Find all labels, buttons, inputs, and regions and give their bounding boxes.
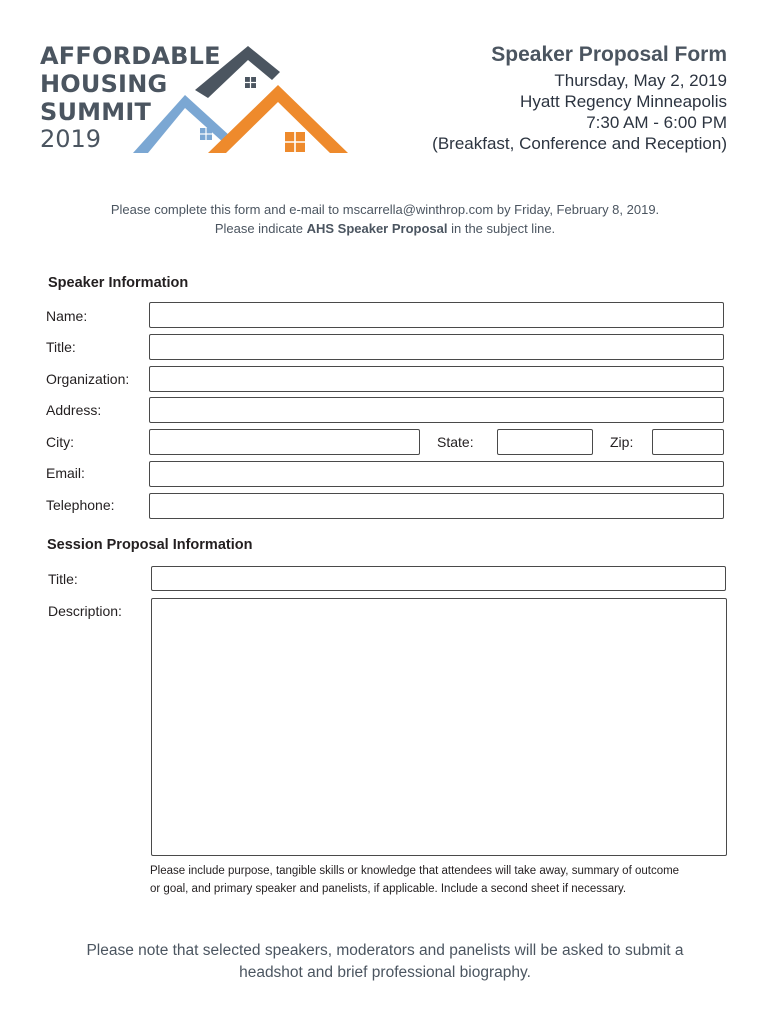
organization-input[interactable] — [149, 366, 724, 392]
event-header — [432, 42, 727, 154]
footer-note — [0, 940, 770, 984]
logo-houses-icon — [130, 40, 355, 160]
help-note-line-1: Please include purpose, tangible skills or knowledge that attendees will take away, summary of outcome — [150, 865, 680, 877]
city-input[interactable] — [149, 429, 420, 455]
intro-line-2-pre: Please indicate — [214, 221, 307, 236]
form-title: Speaker Proposal Form — [491, 43, 727, 66]
help-note-line-2: or goal, and primary speaker and panelists, if applicable. Include a second sheet if necessary. — [150, 883, 627, 895]
footer-line-1: Please note that selected speakers, moderators and panelists will be asked to submit a — [86, 942, 684, 959]
description-label: Description: — [48, 603, 122, 619]
zip-label: Zip: — [610, 434, 634, 450]
intro-instructions — [0, 200, 770, 238]
speaker-title-label: Title: — [46, 339, 76, 355]
city-label: City: — [46, 434, 74, 450]
session-title-input[interactable] — [151, 566, 726, 591]
email-label: Email: — [46, 465, 85, 481]
intro-line-2 — [0, 219, 770, 238]
footer-line-2: headshot and brief professional biography. — [239, 964, 531, 981]
telephone-label: Telephone: — [46, 497, 115, 513]
subject-line-keyword: AHS Speaker Proposal — [306, 221, 448, 236]
logo-orange-roof — [208, 85, 348, 153]
logo-dark-roof — [195, 46, 280, 98]
logo-blue-roof — [133, 95, 230, 153]
address-label: Address: — [46, 402, 102, 418]
description-textarea[interactable] — [151, 598, 727, 856]
email-input[interactable] — [149, 461, 724, 487]
logo-line-housing: HOUSING — [40, 70, 168, 98]
event-venue: Hyatt Regency Minneapolis — [520, 92, 727, 111]
event-time: 7:30 AM - 6:00 PM — [586, 113, 727, 132]
logo-line-summit: SUMMIT — [40, 98, 152, 126]
name-label: Name: — [46, 308, 88, 324]
name-input[interactable] — [149, 302, 724, 328]
event-date: Thursday, May 2, 2019 — [554, 71, 727, 90]
speaker-title-input[interactable] — [149, 334, 724, 360]
session-title-label: Title: — [48, 571, 78, 587]
intro-line-2-post: in the subject line. — [447, 221, 556, 236]
zip-input[interactable] — [652, 429, 724, 455]
state-input[interactable] — [497, 429, 593, 455]
speaker-section-title: Speaker Information — [48, 275, 189, 291]
telephone-input[interactable] — [149, 493, 724, 519]
address-input[interactable] — [149, 397, 724, 423]
state-label: State: — [437, 434, 474, 450]
logo-line-affordable: AFFORDABLE — [40, 42, 221, 70]
logo-year: 2019 — [40, 125, 102, 153]
session-section-title: Session Proposal Information — [47, 537, 253, 553]
organization-label: Organization: — [46, 371, 130, 387]
event-activities: (Breakfast, Conference and Reception) — [432, 134, 727, 153]
description-help-note — [150, 862, 740, 898]
intro-line-1: Please complete this form and e-mail to mscarrella@winthrop.com by Friday, February 8, 2019. — [110, 202, 660, 217]
